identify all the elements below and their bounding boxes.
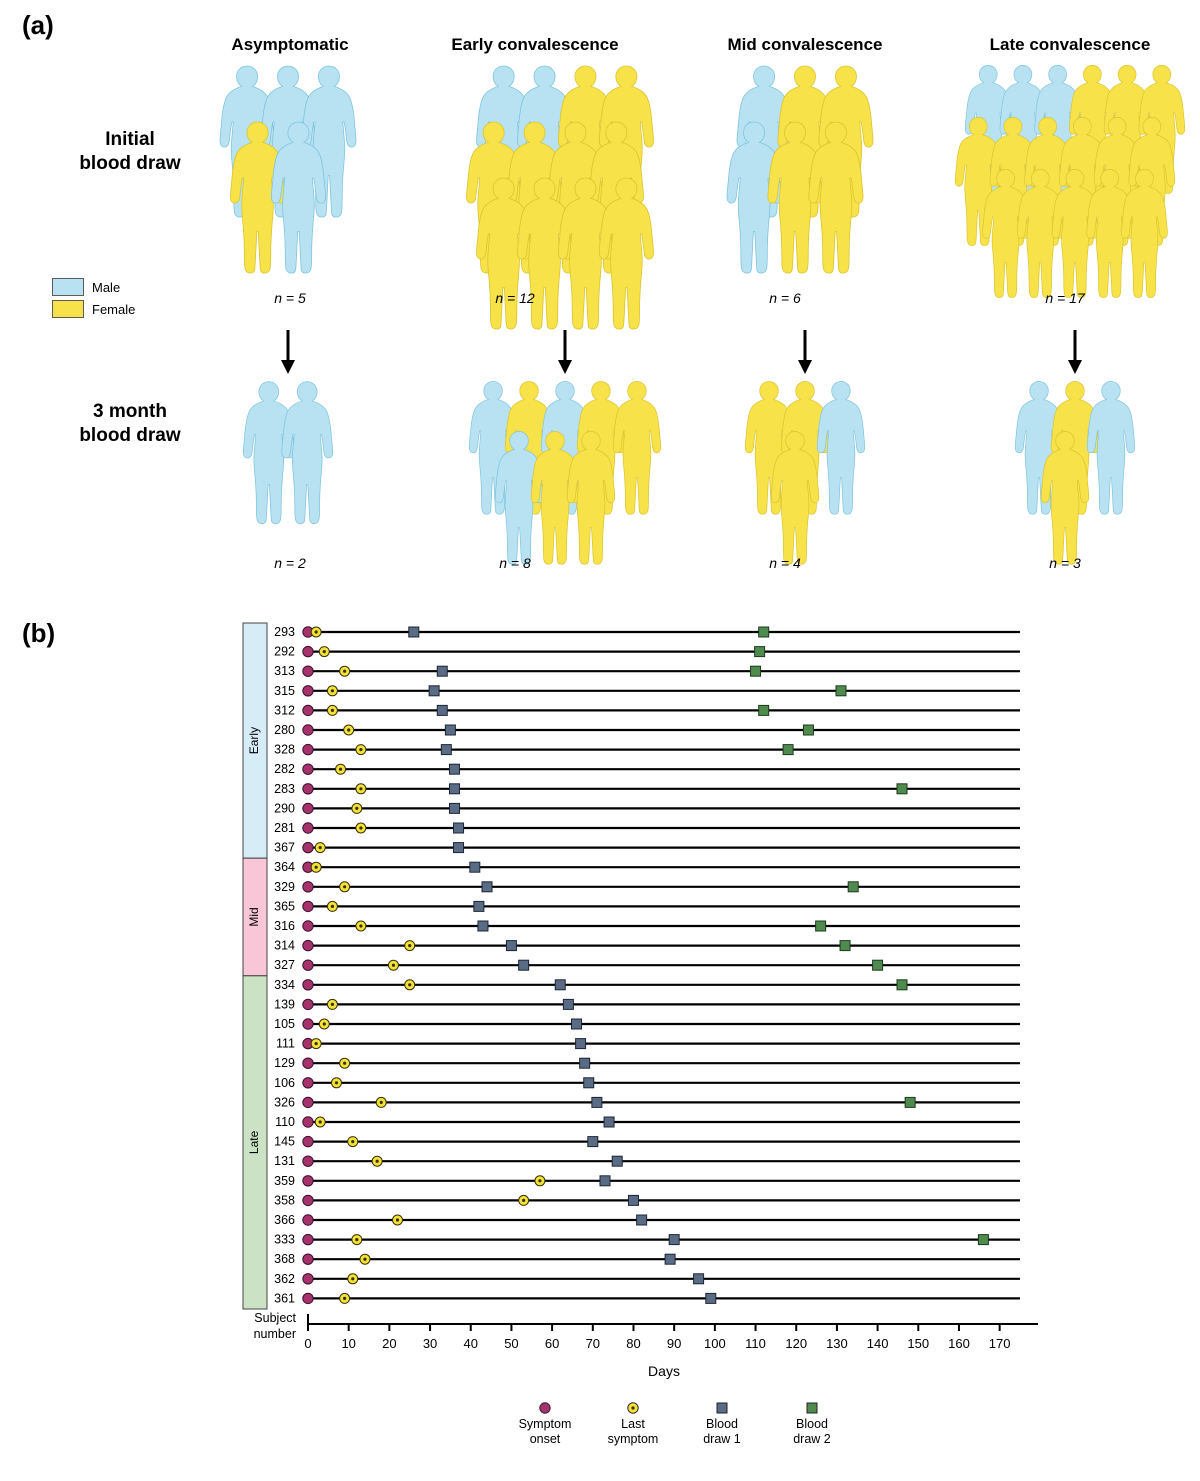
row-label-3month-line2: blood draw	[79, 424, 181, 446]
svg-text:364: 364	[274, 860, 295, 875]
svg-text:Symptom: Symptom	[518, 1417, 572, 1431]
n-initial-mid: n = 6	[769, 290, 801, 306]
svg-text:50: 50	[504, 1336, 519, 1351]
column-title-mid: Mid convalescence	[727, 35, 883, 54]
n-final-early: n = 8	[499, 555, 531, 571]
svg-text:40: 40	[463, 1336, 478, 1351]
svg-text:130: 130	[826, 1336, 848, 1351]
svg-text:290: 290	[274, 801, 295, 816]
svg-text:333: 333	[274, 1232, 295, 1247]
svg-text:283: 283	[274, 781, 295, 796]
svg-text:281: 281	[274, 821, 295, 835]
svg-text:onset: onset	[529, 1432, 561, 1446]
svg-text:129: 129	[274, 1056, 295, 1071]
svg-text:draw 2: draw 2	[793, 1432, 831, 1446]
svg-text:282: 282	[274, 762, 295, 777]
svg-text:30: 30	[422, 1336, 438, 1351]
svg-text:symptom: symptom	[607, 1432, 659, 1446]
svg-text:316: 316	[274, 919, 295, 933]
timeline-svg	[0, 600, 1200, 1460]
timeline-group-label: Early	[247, 726, 262, 755]
column-title-late: Late convalescence	[989, 35, 1151, 54]
svg-text:328: 328	[274, 742, 295, 757]
svg-text:315: 315	[274, 683, 295, 698]
svg-text:361: 361	[274, 1291, 295, 1306]
svg-text:292: 292	[274, 644, 295, 659]
svg-text:110: 110	[275, 1115, 295, 1129]
svg-text:80: 80	[626, 1336, 641, 1351]
svg-text:150: 150	[907, 1336, 930, 1351]
svg-text:111: 111	[275, 1036, 295, 1051]
svg-text:Blood: Blood	[796, 1417, 828, 1431]
svg-text:Subject: Subject	[254, 1311, 296, 1325]
svg-text:280: 280	[274, 723, 295, 737]
row-label-initial-line2: blood draw	[79, 152, 181, 174]
svg-text:60: 60	[544, 1336, 560, 1351]
n-initial-asymptomatic: n = 5	[274, 290, 306, 306]
panel-a-label: (a)	[22, 10, 54, 40]
svg-text:326: 326	[274, 1095, 295, 1110]
svg-text:draw 1: draw 1	[703, 1432, 741, 1446]
svg-text:0: 0	[304, 1336, 312, 1351]
svg-text:100: 100	[704, 1336, 726, 1351]
svg-text:110: 110	[745, 1336, 766, 1351]
svg-text:145: 145	[274, 1134, 295, 1149]
legend-label-male: Male	[92, 279, 121, 295]
svg-text:120: 120	[785, 1336, 808, 1351]
svg-text:313: 313	[274, 664, 295, 679]
n-initial-early: n = 12	[495, 290, 535, 306]
svg-text:334: 334	[274, 977, 295, 992]
column-title-early: Early convalescence	[451, 35, 619, 54]
svg-text:170: 170	[988, 1336, 1011, 1351]
svg-text:70: 70	[585, 1336, 601, 1351]
svg-text:20: 20	[382, 1336, 397, 1351]
svg-text:327: 327	[274, 958, 295, 973]
svg-text:105: 105	[274, 1017, 295, 1031]
timeline-chart	[0, 600, 1200, 1460]
row-label-initial-line1: Initial	[105, 129, 155, 150]
svg-text:293: 293	[274, 625, 295, 639]
legend-label-female: Female	[92, 301, 136, 317]
n-final-mid: n = 4	[769, 555, 801, 571]
svg-text:160: 160	[948, 1336, 970, 1351]
timeline-group-label: Mid	[247, 907, 262, 927]
timeline-group-label: Late	[247, 1130, 262, 1155]
svg-text:139: 139	[274, 997, 295, 1012]
svg-text:Days: Days	[648, 1363, 680, 1379]
svg-text:Blood: Blood	[706, 1417, 738, 1431]
svg-text:140: 140	[866, 1336, 889, 1351]
svg-text:number: number	[253, 1327, 296, 1341]
svg-text:10: 10	[341, 1336, 356, 1351]
svg-text:358: 358	[274, 1193, 295, 1208]
panel-b-label: (b)	[22, 618, 56, 648]
svg-text:359: 359	[274, 1173, 295, 1188]
svg-text:366: 366	[274, 1213, 295, 1227]
n-initial-late: n = 17	[1045, 290, 1085, 306]
svg-text:368: 368	[274, 1252, 295, 1267]
svg-text:131: 131	[274, 1154, 295, 1169]
svg-text:90: 90	[666, 1336, 682, 1351]
svg-text:367: 367	[274, 840, 295, 855]
svg-text:329: 329	[274, 879, 295, 894]
svg-text:Last: Last	[621, 1417, 645, 1431]
svg-text:106: 106	[274, 1075, 295, 1090]
svg-text:365: 365	[274, 899, 295, 914]
n-final-late: n = 3	[1049, 555, 1081, 571]
svg-text:312: 312	[274, 703, 295, 718]
n-final-asymptomatic: n = 2	[274, 555, 306, 571]
svg-text:362: 362	[274, 1271, 295, 1286]
column-title-asymptomatic: Asymptomatic	[231, 35, 349, 54]
svg-text:314: 314	[274, 938, 295, 953]
row-label-3month-line1: 3 month	[93, 401, 167, 422]
